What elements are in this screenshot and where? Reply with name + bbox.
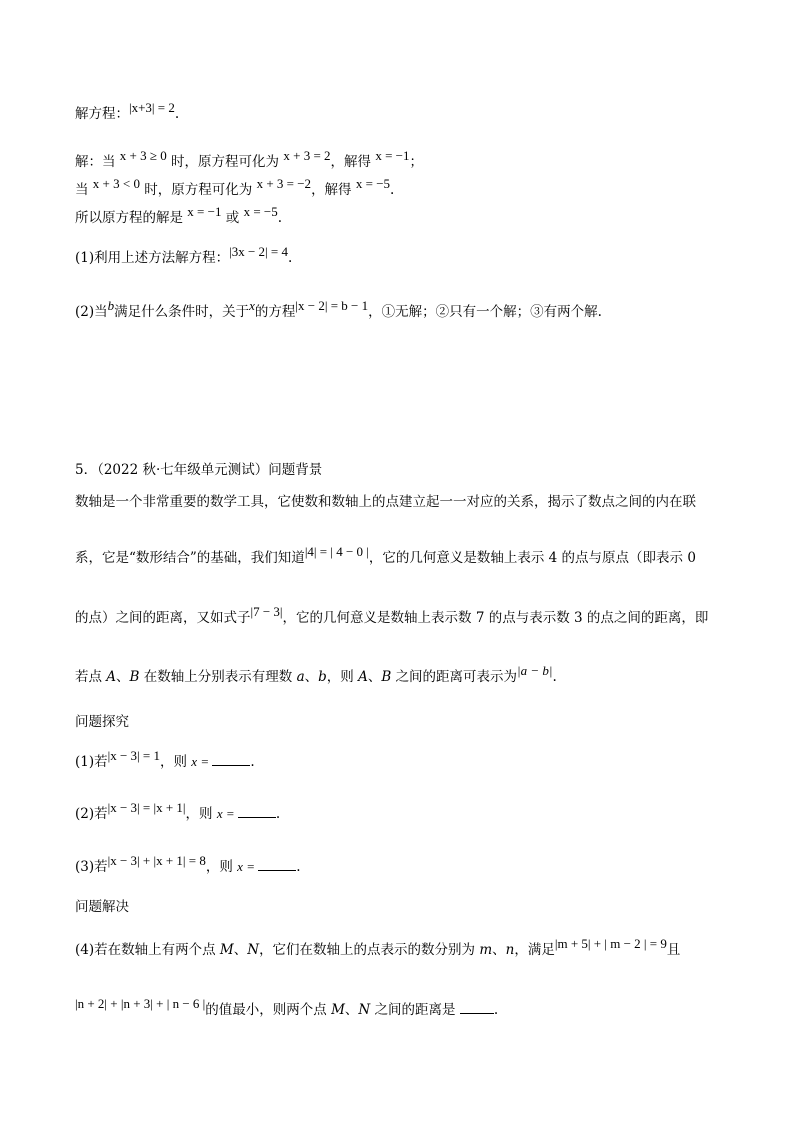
text: ，解得	[330, 154, 376, 170]
math: x = −5	[243, 204, 278, 219]
question-2	[75, 298, 602, 322]
text: M	[331, 1002, 345, 1018]
background-line-2	[75, 544, 696, 568]
text: ，它们在数轴上的点表示的数分别为	[259, 942, 480, 958]
text: 系，它是“数形结合”的基础，我们知道	[75, 550, 305, 566]
text: 在数轴上分别表示有理数	[139, 669, 297, 685]
text: 解：当	[75, 154, 120, 170]
problem-5-heading	[75, 460, 322, 480]
text: (2)当	[75, 304, 108, 320]
text: A	[106, 669, 117, 685]
math: x =	[237, 859, 259, 874]
text: 的方程	[254, 304, 296, 320]
text: m	[479, 942, 493, 958]
answer-blank[interactable]	[258, 870, 296, 871]
math: x = −5	[355, 176, 391, 191]
text: 所以原方程的解是	[75, 210, 188, 226]
text: B	[129, 669, 140, 685]
math: |3x − 2| = 4	[229, 244, 288, 259]
text: .	[493, 1002, 499, 1018]
math: x =	[216, 806, 238, 821]
solution-line-3	[75, 204, 283, 228]
text: 且	[666, 942, 681, 958]
math: |x − 3| = |x + 1|	[107, 800, 186, 815]
text: 5．（2022 秋·七年级单元测试）问题背景	[75, 462, 323, 478]
answer-blank[interactable]	[212, 765, 250, 766]
solution-line-2	[75, 176, 395, 200]
background-line-4	[75, 663, 557, 687]
text: 时，原方程可化为	[139, 182, 257, 198]
math: x	[249, 298, 255, 313]
background-line-3	[75, 604, 709, 628]
math: x + 3 = 2	[283, 148, 331, 163]
question-1	[75, 244, 293, 268]
text: ，解得	[311, 182, 356, 198]
text: 的点）之间的距离，又如式子	[75, 610, 251, 626]
text: .	[296, 859, 301, 875]
answer-blank[interactable]	[460, 1013, 494, 1014]
text: ，它的几何意义是数轴上表示数 7 的点与表示数 3 的点之间的距离，即	[282, 610, 709, 626]
text: 时，原方程可化为	[166, 154, 284, 170]
math: x = −1	[187, 204, 222, 219]
text: 、	[367, 669, 382, 685]
text: N	[247, 942, 260, 958]
math: x + 3 ≥ 0	[119, 148, 167, 163]
math: |a − b|	[517, 663, 553, 678]
text: (3)若	[75, 859, 108, 875]
text: (4)若在数轴上有两个点	[75, 942, 220, 958]
solve-q4-line-1	[75, 936, 681, 960]
background-line-1	[75, 492, 696, 512]
text: B	[381, 669, 392, 685]
math: |x − 3| = 1	[107, 748, 160, 763]
text: 之间的距离是	[370, 1002, 460, 1018]
text: ，①无解；②只有一个解；③有两个解.	[368, 304, 602, 320]
text: .	[288, 250, 293, 266]
text: .	[552, 669, 557, 685]
text: ；	[409, 154, 423, 170]
text: M	[219, 942, 234, 958]
text: N	[358, 1002, 371, 1018]
text: A	[358, 669, 368, 685]
text: a	[296, 669, 305, 685]
math: |x − 3| + |x + 1| = 8	[107, 853, 206, 868]
intro-equation: |x+3| = 2	[129, 100, 175, 115]
math: x = −1	[375, 148, 410, 163]
text: 问题解决	[75, 899, 129, 915]
text: ，满足	[514, 942, 555, 958]
text: 、	[344, 1002, 359, 1018]
math: x + 3 = −2	[256, 176, 312, 191]
math: |4| = | 4 − 0 |	[304, 544, 369, 559]
solve-heading	[75, 897, 129, 917]
intro-text: 解方程：	[75, 106, 129, 122]
solution-line-1	[75, 148, 423, 172]
text: ，它的几何意义是数轴上表示 4 的点与原点（即表示 0	[368, 550, 696, 566]
math: |m + 5| + | m − 2 | = 9	[554, 936, 667, 951]
math: |7 − 3|	[250, 604, 283, 619]
math: b	[107, 298, 115, 313]
explore-q3	[75, 853, 301, 877]
text: (1)若	[75, 754, 108, 770]
answer-blank[interactable]	[238, 817, 276, 818]
text: 、	[492, 942, 506, 958]
text: 当	[75, 182, 93, 198]
text: .	[250, 754, 255, 770]
text: 或	[221, 210, 244, 226]
text: ，则	[326, 669, 359, 685]
explore-heading	[75, 712, 129, 732]
text: n	[505, 942, 515, 958]
text: .	[277, 210, 283, 226]
solve-q4-line-2	[75, 996, 499, 1020]
text: 数轴是一个非常重要的数学工具，它使数和数轴上的点建立起一一对应的关系，揭示了数点之间的内在联	[75, 494, 696, 510]
text: ，则	[185, 806, 217, 822]
text: 、	[304, 669, 319, 685]
text: 、	[233, 942, 248, 958]
text: 、	[116, 669, 130, 685]
text: ，则	[160, 754, 192, 770]
explore-q1	[75, 748, 255, 772]
text: ，则	[205, 859, 238, 875]
text: 若点	[75, 669, 107, 685]
explore-q2	[75, 800, 281, 824]
text: 满足什么条件时，关于	[114, 304, 250, 320]
text: 的值最小，则两个点	[205, 1002, 332, 1018]
intro-period: .	[174, 106, 180, 122]
math: |x − 2| = b − 1	[295, 298, 369, 313]
math: x =	[191, 754, 213, 769]
text: (1)利用上述方法解方程：	[75, 250, 230, 266]
text: 之间的距离可表示为	[391, 669, 518, 685]
text: (2)若	[75, 806, 108, 822]
text: 问题探究	[75, 714, 129, 730]
math: x + 3 < 0	[92, 176, 140, 191]
math: |n + 2| + |n + 3| + | n − 6 |	[75, 996, 206, 1011]
text: b	[318, 669, 327, 685]
text: .	[275, 806, 281, 822]
intro-line	[75, 100, 180, 124]
text: .	[390, 182, 395, 198]
